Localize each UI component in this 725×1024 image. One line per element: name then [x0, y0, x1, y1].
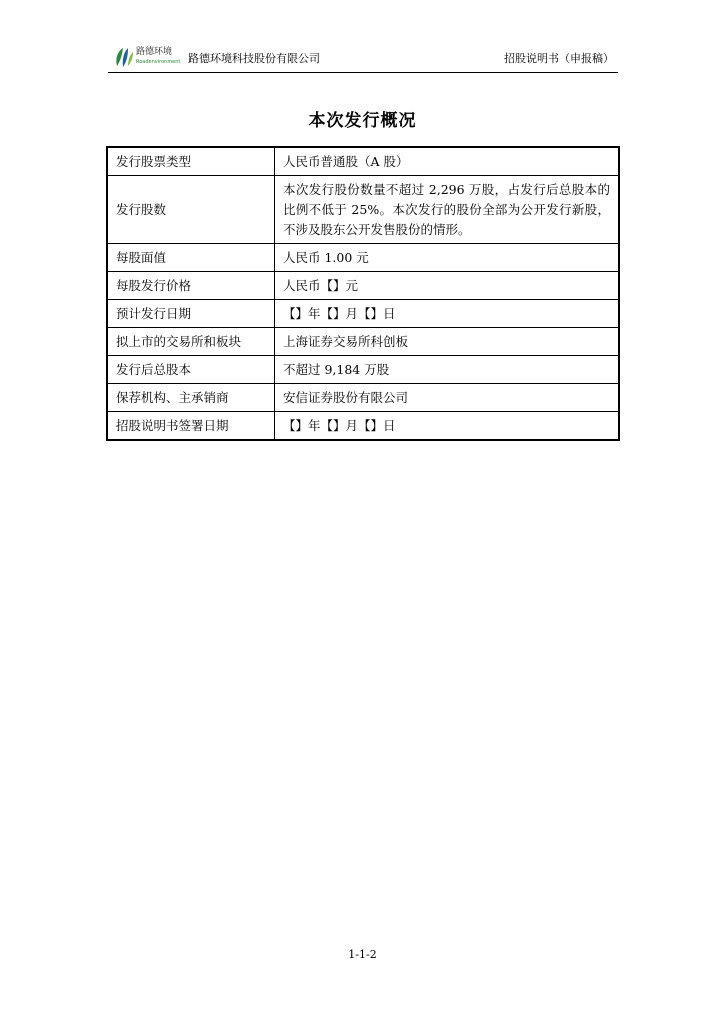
- table-row: [107, 384, 619, 412]
- row-label: 发行股数: [107, 176, 275, 244]
- row-value: 上海证券交易所科创板: [275, 328, 620, 356]
- table-row: [107, 244, 619, 272]
- leaf-logo-icon: [114, 46, 134, 68]
- logo-text-cn: 路德环境: [136, 47, 173, 57]
- table-row: [107, 300, 619, 328]
- row-value: 安信证券股份有限公司: [275, 384, 620, 412]
- page-header: [108, 44, 618, 73]
- offering-overview-table: [106, 146, 620, 441]
- table-row: [107, 147, 619, 176]
- page-title: 本次发行概况: [308, 111, 417, 131]
- row-value: 人民币普通股（A 股）: [275, 147, 620, 176]
- row-label: 招股说明书签署日期: [107, 412, 275, 441]
- row-label: 拟上市的交易所和板块: [107, 328, 275, 356]
- company-logo: [114, 46, 184, 70]
- row-value: 【】年【】月【】日: [275, 300, 620, 328]
- logo-text-en: Roadenvironment: [136, 59, 181, 65]
- table-row: [107, 328, 619, 356]
- row-value: 不超过 9,184 万股: [275, 356, 620, 384]
- document-type: 招股说明书（申报稿）: [504, 52, 614, 65]
- table-row: [107, 272, 619, 300]
- company-name: 路德环境科技股份有限公司: [188, 52, 320, 65]
- table-row: [107, 176, 619, 244]
- row-value: 人民币【】元: [275, 272, 620, 300]
- row-label: 每股发行价格: [107, 272, 275, 300]
- table-row: [107, 412, 619, 441]
- table-row: [107, 356, 619, 384]
- row-label: 保荐机构、主承销商: [107, 384, 275, 412]
- row-label: 发行股票类型: [107, 147, 275, 176]
- row-label: 预计发行日期: [107, 300, 275, 328]
- row-label: 每股面值: [107, 244, 275, 272]
- row-value: 人民币 1.00 元: [275, 244, 620, 272]
- page-number: 1-1-2: [348, 948, 377, 961]
- row-value: 本次发行股份数量不超过 2,296 万股，占发行后总股本的比例不低于 25%。本次发行的股份全部为公开发行新股，不涉及股东公开发售股份的情形。: [275, 176, 620, 244]
- row-label: 发行后总股本: [107, 356, 275, 384]
- row-value: 【】年【】月【】日: [275, 412, 620, 441]
